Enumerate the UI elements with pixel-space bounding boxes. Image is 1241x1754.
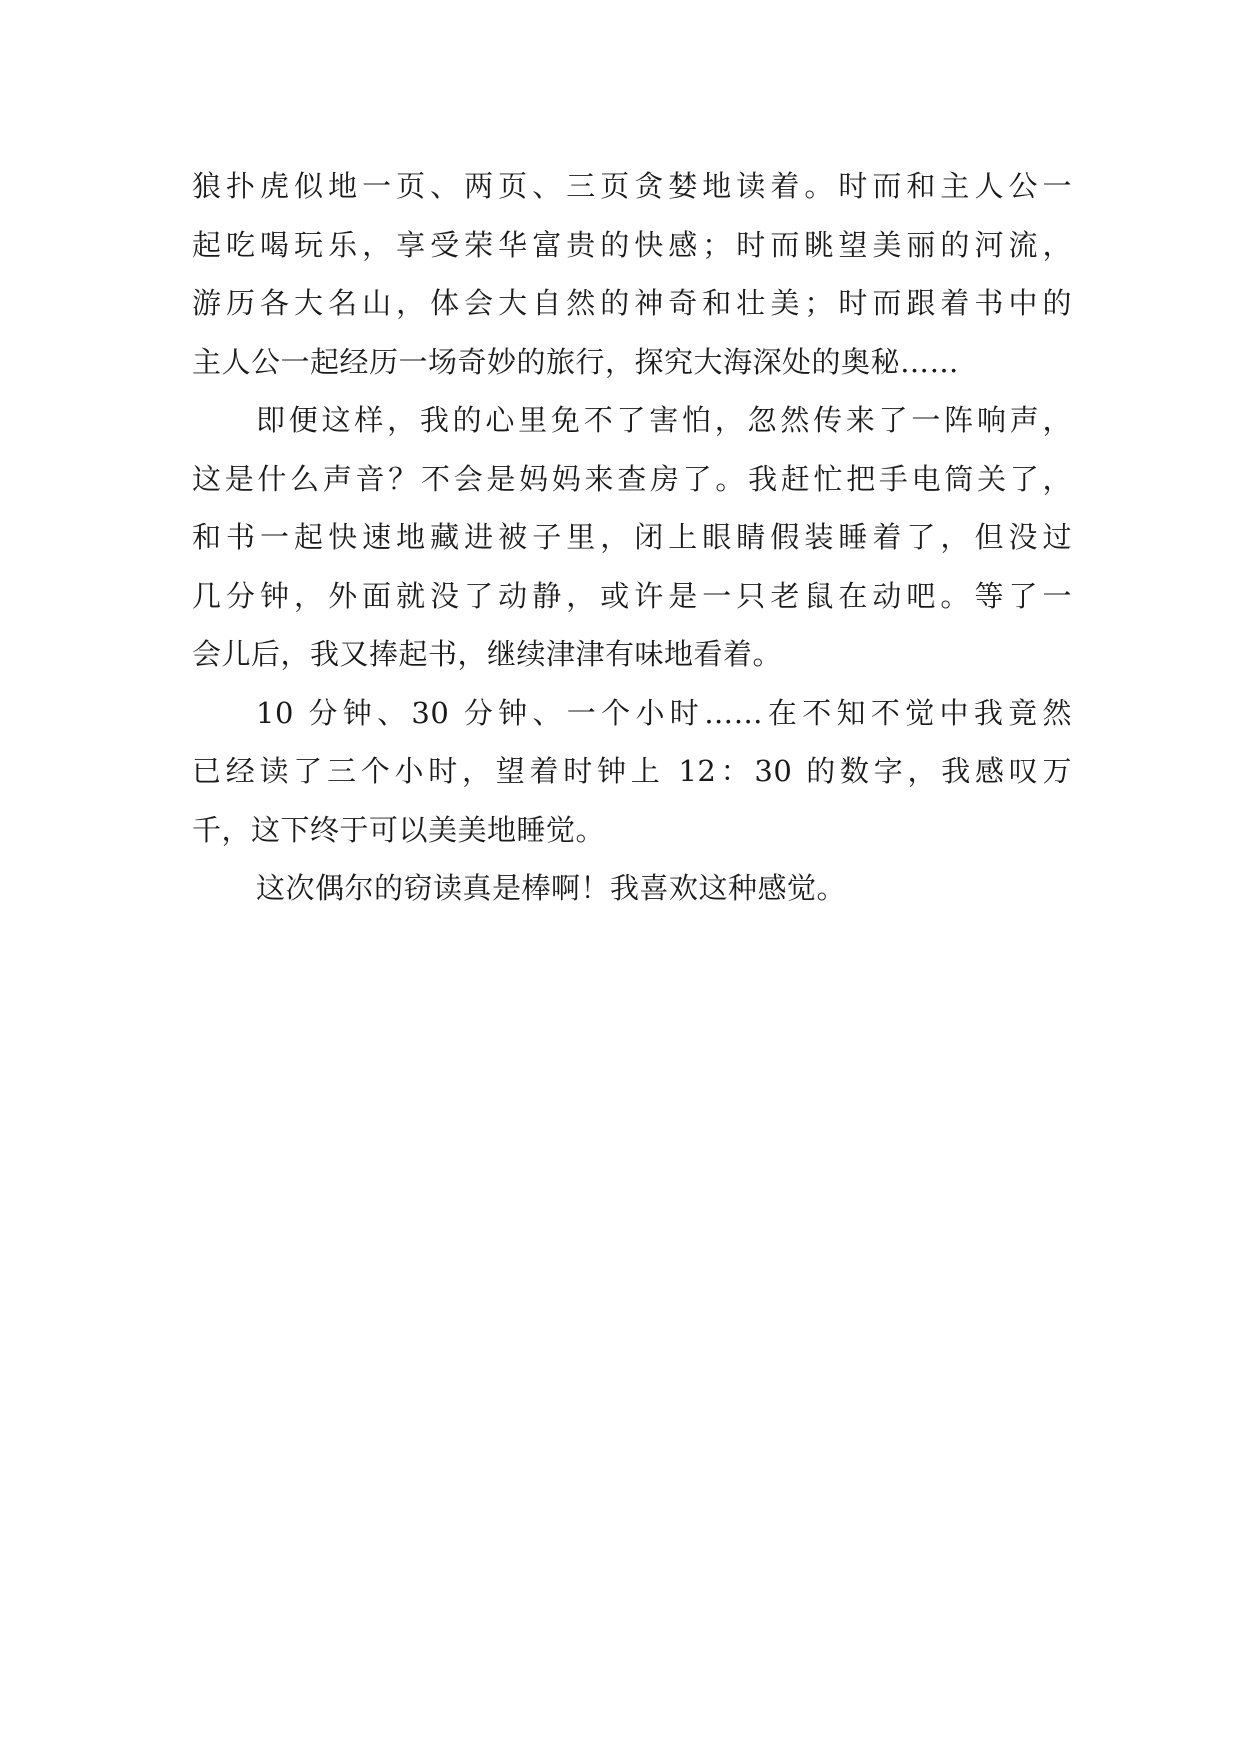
text-line: 起吃喝玩乐，享受荣华富贵的快感；时而眺望美丽的河流， — [192, 227, 1072, 262]
paragraph-first-line: 这次偶尔的窃读真是棒啊！我喜欢这种感觉。 — [256, 871, 847, 905]
text-line: 游历各大名山，体会大自然的神奇和壮美；时而跟着书中的 — [192, 286, 1072, 320]
paragraph-first-line: 10 分钟、30 分钟、一个小时……在不知不觉中我竟然 — [256, 695, 1072, 730]
text-line: 千，这下终于可以美美地睡觉。 — [192, 812, 606, 847]
text-line: 狼扑虎似地一页、两页、三页贪婪地读着。时而和主人公一 — [192, 169, 1072, 203]
body-text — [192, 157, 1072, 918]
text-line: 会儿后，我又捧起书，继续津津有味地看着。 — [192, 637, 783, 671]
text-line: 这是什么声音？不会是妈妈来查房了。我赶忙把手电筒关了， — [192, 461, 1072, 496]
text-line: 和书一起快速地藏进被子里，闭上眼睛假装睡着了，但没过 — [192, 520, 1072, 554]
text-line: 已经读了三个小时，望着时钟上 12：30 的数字，我感叹万 — [192, 754, 1072, 788]
paragraph-first-line: 即便这样，我的心里免不了害怕，忽然传来了一阵响声， — [256, 403, 1072, 437]
text-line: 几分钟，外面就没了动静，或许是一只老鼠在动吧。等了一 — [192, 578, 1072, 613]
text-line: 主人公一起经历一场奇妙的旅行，探究大海深处的奥秘…… — [192, 344, 960, 379]
